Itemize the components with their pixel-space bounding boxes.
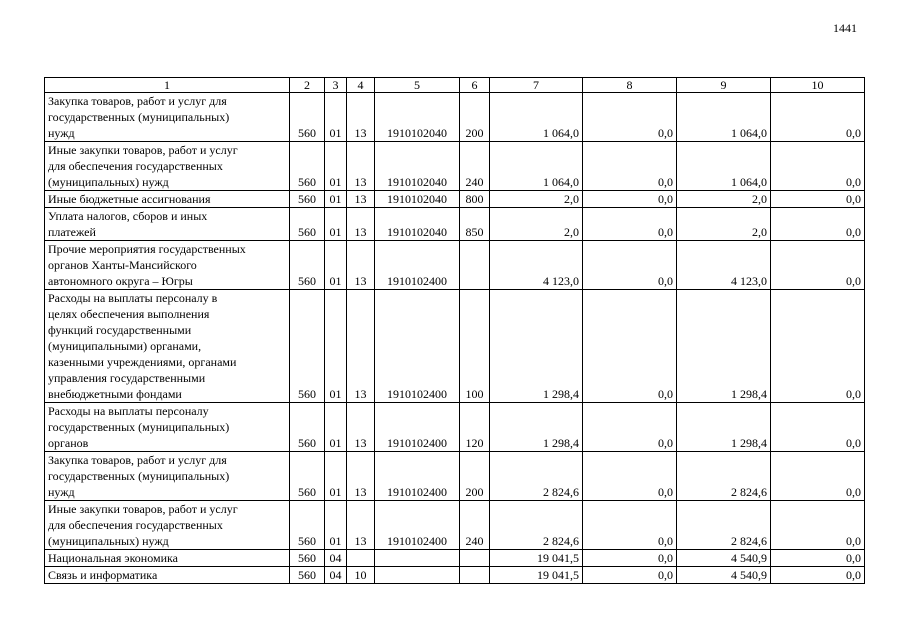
cell-name-line: управления государственными	[48, 371, 206, 385]
cell-name	[45, 142, 290, 191]
column-header: 4	[347, 78, 375, 93]
cell-amount-col9: 4 123,0	[677, 241, 771, 290]
column-header: 5	[375, 78, 460, 93]
cell-name	[45, 452, 290, 501]
cell-amount-col7: 2 824,6	[490, 501, 583, 550]
cell-expense-type: 200	[460, 452, 490, 501]
cell-target-article: 1910102040	[375, 191, 460, 208]
cell-section: 01	[325, 191, 347, 208]
cell-name-line: органов Ханты-Мансийского	[48, 258, 197, 272]
table-row	[45, 403, 865, 452]
cell-subsection: 13	[347, 290, 375, 403]
cell-amount-col8: 0,0	[583, 290, 677, 403]
cell-amount-col7: 1 064,0	[490, 142, 583, 191]
cell-amount-col8: 0,0	[583, 93, 677, 142]
cell-amount-col7: 19 041,5	[490, 567, 583, 584]
cell-subsection: 13	[347, 241, 375, 290]
cell-name	[45, 290, 290, 403]
cell-amount-col7: 1 298,4	[490, 403, 583, 452]
cell-amount-col10: 0,0	[771, 550, 865, 567]
cell-name-line: Иные бюджетные ассигнования	[48, 192, 211, 206]
cell-name-line: Расходы на выплаты персоналу в	[48, 291, 218, 305]
page-number: 1441	[833, 21, 857, 35]
cell-amount-col10: 0,0	[771, 452, 865, 501]
cell-amount-col9: 1 298,4	[677, 403, 771, 452]
cell-name	[45, 403, 290, 452]
cell-amount-col8: 0,0	[583, 191, 677, 208]
cell-name-line: автономного округа – Югры	[48, 274, 193, 288]
column-header: 1	[45, 78, 290, 93]
column-header: 3	[325, 78, 347, 93]
cell-amount-col8: 0,0	[583, 142, 677, 191]
cell-amount-col10: 0,0	[771, 290, 865, 403]
budget-table	[44, 77, 865, 584]
table-row	[45, 93, 865, 142]
cell-subsection: 13	[347, 191, 375, 208]
cell-amount-col8: 0,0	[583, 550, 677, 567]
cell-name-line: Связь и информатика	[48, 568, 158, 582]
column-header: 9	[677, 78, 771, 93]
cell-amount-col9: 4 540,9	[677, 567, 771, 584]
cell-subsection: 13	[347, 142, 375, 191]
cell-amount-col7: 2,0	[490, 191, 583, 208]
cell-target-article: 1910102040	[375, 208, 460, 241]
cell-name-line: органов	[48, 436, 89, 450]
cell-ved: 560	[290, 241, 325, 290]
table-row	[45, 241, 865, 290]
cell-section: 04	[325, 567, 347, 584]
cell-amount-col8: 0,0	[583, 501, 677, 550]
cell-name-line: внебюджетными фондами	[48, 387, 182, 401]
cell-subsection: 13	[347, 403, 375, 452]
cell-ved: 560	[290, 550, 325, 567]
cell-name-line: Уплата налогов, сборов и иных	[48, 209, 208, 223]
cell-amount-col8: 0,0	[583, 208, 677, 241]
cell-name-line: государственных (муниципальных)	[48, 469, 230, 483]
cell-amount-col10: 0,0	[771, 567, 865, 584]
cell-subsection	[347, 550, 375, 567]
cell-name	[45, 93, 290, 142]
table-row	[45, 550, 865, 567]
cell-name-line: (муниципальными) органами,	[48, 339, 202, 353]
header-row	[45, 78, 865, 93]
cell-name-line: для обеспечения государственных	[48, 518, 223, 532]
column-header: 8	[583, 78, 677, 93]
table-row	[45, 142, 865, 191]
cell-name-line: платежей	[48, 225, 96, 239]
cell-subsection: 13	[347, 93, 375, 142]
cell-amount-col7: 1 064,0	[490, 93, 583, 142]
cell-section: 01	[325, 501, 347, 550]
cell-ved: 560	[290, 452, 325, 501]
cell-name-line: целях обеспечения выполнения	[48, 307, 210, 321]
cell-amount-col9: 4 540,9	[677, 550, 771, 567]
column-header: 7	[490, 78, 583, 93]
table-row	[45, 290, 865, 403]
cell-name	[45, 208, 290, 241]
cell-target-article: 1910102040	[375, 142, 460, 191]
cell-name-line: (муниципальных) нужд	[48, 534, 169, 548]
cell-name	[45, 567, 290, 584]
cell-section: 01	[325, 142, 347, 191]
cell-name	[45, 501, 290, 550]
cell-expense-type: 100	[460, 290, 490, 403]
cell-section: 01	[325, 290, 347, 403]
cell-expense-type	[460, 241, 490, 290]
table-row	[45, 208, 865, 241]
cell-name-line: Иные закупки товаров, работ и услуг	[48, 143, 238, 157]
column-header: 2	[290, 78, 325, 93]
cell-name-line: Закупка товаров, работ и услуг для	[48, 453, 227, 467]
cell-ved: 560	[290, 191, 325, 208]
cell-subsection: 10	[347, 567, 375, 584]
cell-target-article: 1910102400	[375, 290, 460, 403]
cell-ved: 560	[290, 142, 325, 191]
cell-name	[45, 550, 290, 567]
cell-name-line: Национальная экономика	[48, 551, 178, 565]
cell-name-line: Расходы на выплаты персоналу	[48, 404, 209, 418]
table-row	[45, 501, 865, 550]
cell-ved: 560	[290, 403, 325, 452]
cell-name-line: для обеспечения государственных	[48, 159, 223, 173]
cell-amount-col7: 2,0	[490, 208, 583, 241]
cell-expense-type: 240	[460, 501, 490, 550]
cell-subsection: 13	[347, 501, 375, 550]
cell-section: 01	[325, 241, 347, 290]
cell-name-line: нужд	[48, 126, 75, 140]
cell-ved: 560	[290, 501, 325, 550]
cell-target-article: 1910102040	[375, 93, 460, 142]
cell-name-line: Иные закупки товаров, работ и услуг	[48, 502, 238, 516]
cell-amount-col10: 0,0	[771, 501, 865, 550]
cell-section: 04	[325, 550, 347, 567]
cell-name-line: Закупка товаров, работ и услуг для	[48, 94, 227, 108]
cell-expense-type: 240	[460, 142, 490, 191]
cell-amount-col8: 0,0	[583, 403, 677, 452]
table-row	[45, 191, 865, 208]
cell-amount-col8: 0,0	[583, 452, 677, 501]
cell-ved: 560	[290, 93, 325, 142]
cell-expense-type: 850	[460, 208, 490, 241]
column-header: 6	[460, 78, 490, 93]
cell-amount-col10: 0,0	[771, 208, 865, 241]
cell-name-line: (муниципальных) нужд	[48, 175, 169, 189]
cell-name-line: Прочие мероприятия государственных	[48, 242, 246, 256]
cell-expense-type: 120	[460, 403, 490, 452]
cell-target-article: 1910102400	[375, 452, 460, 501]
cell-amount-col7: 2 824,6	[490, 452, 583, 501]
cell-ved: 560	[290, 290, 325, 403]
table-body	[45, 78, 865, 584]
cell-target-article	[375, 567, 460, 584]
cell-section: 01	[325, 208, 347, 241]
cell-amount-col10: 0,0	[771, 403, 865, 452]
cell-amount-col9: 2 824,6	[677, 452, 771, 501]
cell-section: 01	[325, 93, 347, 142]
cell-amount-col9: 2 824,6	[677, 501, 771, 550]
cell-expense-type: 200	[460, 93, 490, 142]
cell-target-article: 1910102400	[375, 403, 460, 452]
cell-expense-type: 800	[460, 191, 490, 208]
cell-target-article: 1910102400	[375, 501, 460, 550]
cell-target-article: 1910102400	[375, 241, 460, 290]
cell-name-line: государственных (муниципальных)	[48, 110, 230, 124]
cell-target-article	[375, 550, 460, 567]
cell-amount-col9: 2,0	[677, 208, 771, 241]
cell-amount-col10: 0,0	[771, 191, 865, 208]
cell-name	[45, 241, 290, 290]
cell-name-line: функций государственными	[48, 323, 192, 337]
cell-amount-col8: 0,0	[583, 241, 677, 290]
cell-amount-col10: 0,0	[771, 142, 865, 191]
cell-name	[45, 191, 290, 208]
cell-amount-col7: 19 041,5	[490, 550, 583, 567]
cell-expense-type	[460, 550, 490, 567]
cell-amount-col7: 1 298,4	[490, 290, 583, 403]
cell-name-line: казенными учреждениями, органами	[48, 355, 237, 369]
cell-amount-col8: 0,0	[583, 567, 677, 584]
cell-amount-col7: 4 123,0	[490, 241, 583, 290]
cell-name-line: нужд	[48, 485, 75, 499]
cell-amount-col9: 1 064,0	[677, 142, 771, 191]
cell-subsection: 13	[347, 452, 375, 501]
cell-section: 01	[325, 452, 347, 501]
cell-amount-col10: 0,0	[771, 93, 865, 142]
cell-amount-col10: 0,0	[771, 241, 865, 290]
cell-section: 01	[325, 403, 347, 452]
column-header: 10	[771, 78, 865, 93]
cell-amount-col9: 2,0	[677, 191, 771, 208]
cell-ved: 560	[290, 567, 325, 584]
table-row	[45, 567, 865, 584]
cell-amount-col9: 1 064,0	[677, 93, 771, 142]
cell-amount-col9: 1 298,4	[677, 290, 771, 403]
table-row	[45, 452, 865, 501]
cell-subsection: 13	[347, 208, 375, 241]
cell-expense-type	[460, 567, 490, 584]
cell-ved: 560	[290, 208, 325, 241]
cell-name-line: государственных (муниципальных)	[48, 420, 230, 434]
